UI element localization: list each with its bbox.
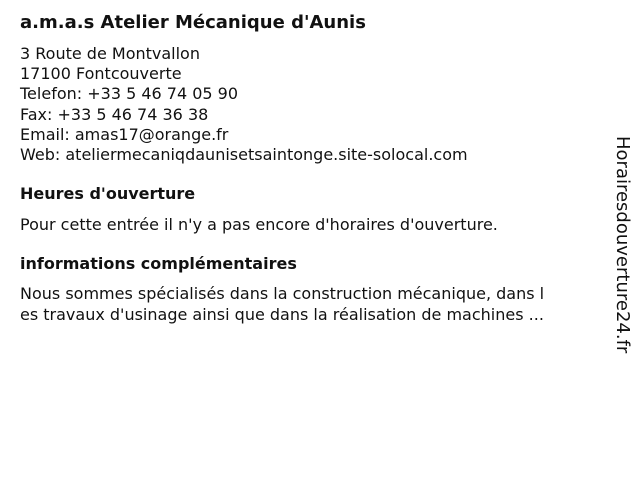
site-watermark: Horairesdouverture24.fr [612, 136, 633, 354]
additional-info-line: es travaux d'usinage ainsi que dans la réalisation de machines ... [20, 305, 544, 324]
opening-hours-heading: Heures d'ouverture [20, 184, 196, 203]
additional-info-heading: informations complémentaires [20, 254, 297, 273]
additional-info-text [20, 283, 608, 325]
business-name: a.m.a.s Atelier Mécanique d'Aunis [20, 12, 366, 33]
additional-info-line: Nous sommes spécialisés dans la construction mécanique, dans l [20, 284, 545, 303]
email-address: Email: amas17@orange.fr [20, 124, 229, 144]
city-postcode: 17100 Fontcouverte [20, 64, 182, 84]
opening-hours-text: Pour cette entrée il n'y a pas encore d'horaires d'ouverture. [20, 215, 498, 234]
website: Web: ateliermecaniqdaunisetsaintonge.site-solocal.com [20, 145, 468, 165]
phone-number: Telefon: +33 5 46 74 05 90 [20, 84, 239, 104]
street-address: 3 Route de Montvallon [20, 44, 200, 63]
contact-block [20, 44, 468, 165]
fax-number: Fax: +33 5 46 74 36 38 [20, 104, 209, 124]
